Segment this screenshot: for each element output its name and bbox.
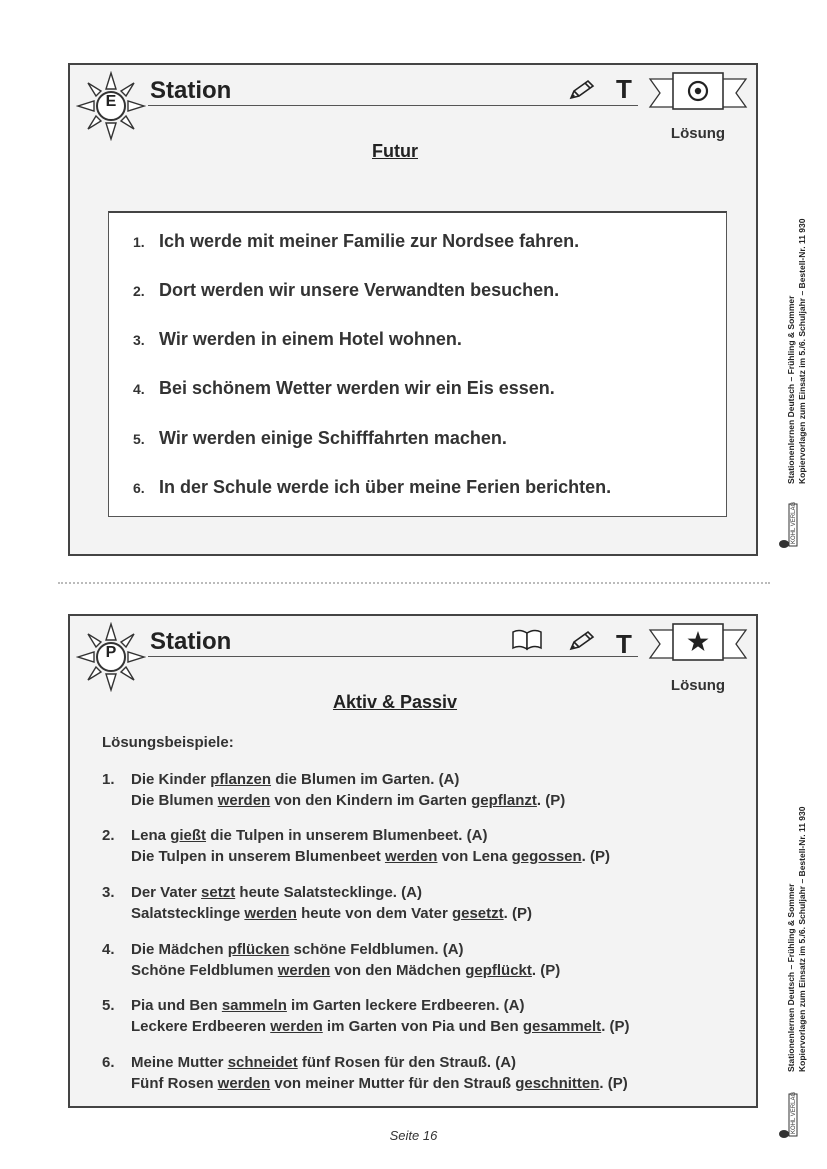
underlined-verb: werden xyxy=(277,962,331,979)
example-number: 4. xyxy=(102,941,115,958)
sentence-text: im Garten leckere Erdbeeren. (A) xyxy=(286,997,525,1014)
book-icon xyxy=(511,628,543,652)
underlined-verb: gesammelt xyxy=(522,1018,602,1035)
topic-title: Futur xyxy=(372,141,418,161)
sentence-item: 5. Wir werden einige Schifffahrten machen. xyxy=(133,428,507,448)
example-number: 1. xyxy=(102,771,115,788)
station-letter: E xyxy=(105,93,117,110)
station-card-futur xyxy=(68,63,758,556)
passive-sentence xyxy=(131,790,565,811)
underlined-verb: werden xyxy=(244,905,297,922)
active-sentence xyxy=(131,1052,628,1073)
sentence-text: Die Kinder xyxy=(131,771,211,788)
active-sentence xyxy=(131,939,560,960)
sentence-text: . (P) xyxy=(599,1075,628,1092)
sentence-text: von den Mädchen xyxy=(330,962,466,979)
underlined-verb: gepflanzt xyxy=(471,792,537,809)
publisher-logo-text: KOHL VERLAG xyxy=(791,501,797,544)
sentence-text: Salatstecklinge xyxy=(131,905,245,922)
sentence-text: im Garten von Pia und Ben xyxy=(322,1018,523,1035)
underlined-verb: werden xyxy=(384,848,438,865)
sentence-text: schöne Feldblumen. (A) xyxy=(289,941,464,958)
page-number: Seite 16 xyxy=(389,1128,438,1143)
sentence-item: 3. Wir werden in einem Hotel wohnen. xyxy=(133,329,462,349)
underlined-verb: gepflückt xyxy=(465,962,532,979)
sidebar-text-line2: Kopiervorlagen zum Einsatz im 5./6. Schuljahr – Bestell-Nr. 11 930 xyxy=(797,218,807,484)
sentence-text: Lena xyxy=(131,827,171,844)
publisher-logo-text: KOHL VERLAG xyxy=(791,1091,797,1134)
solution-ribbon-icon xyxy=(648,622,748,664)
sentence-text: . (P) xyxy=(601,1018,630,1035)
example-number: 5. xyxy=(102,997,115,1014)
sentence-text: heute von dem Vater xyxy=(296,905,452,922)
sentence-text: Leckere Erdbeeren xyxy=(131,1018,271,1035)
sentence-text: die Blumen im Garten. (A) xyxy=(271,771,460,788)
sentence-text: von den Kindern im Garten xyxy=(270,792,472,809)
sentence-text: Die Tulpen in unserem Blumenbeet xyxy=(131,848,385,865)
solution-label: Lösung xyxy=(670,677,726,694)
passive-sentence xyxy=(131,846,610,867)
example-number: 3. xyxy=(102,884,115,901)
active-sentence xyxy=(131,825,610,846)
sentence-text: Meine Mutter xyxy=(131,1054,228,1071)
sentence-text: Die Mädchen xyxy=(131,941,228,958)
sentence-text: Fünf Rosen xyxy=(131,1075,218,1092)
underlined-verb: gießt xyxy=(170,827,207,844)
passive-sentence xyxy=(131,1016,630,1037)
underlined-verb: sammeln xyxy=(221,997,287,1014)
station-title: Station xyxy=(150,77,232,104)
underlined-verb: werden xyxy=(217,1075,271,1092)
active-sentence xyxy=(131,769,565,790)
sentence-text: von Lena xyxy=(437,848,512,865)
underlined-verb: pflücken xyxy=(227,941,290,958)
solution-label: Lösung xyxy=(670,125,726,142)
sidebar-text-line1: Stationenlernen Deutsch – Frühling & Sommer xyxy=(786,295,796,484)
underlined-verb: schneidet xyxy=(227,1054,298,1071)
sentence-text: heute Salatstecklinge. (A) xyxy=(235,884,422,901)
sentence-item: 4. Bei schönem Wetter werden wir ein Eis essen. xyxy=(133,378,555,398)
title-underline xyxy=(148,105,638,106)
underlined-verb: gegossen xyxy=(511,848,582,865)
station-card-aktiv-passiv xyxy=(68,614,758,1108)
active-sentence xyxy=(131,882,532,903)
sidebar-text-line2: Kopiervorlagen zum Einsatz im 5./6. Schuljahr – Bestell-Nr. 11 930 xyxy=(797,806,807,1072)
cut-line-divider xyxy=(58,582,770,584)
text-task-icon: T xyxy=(616,629,632,659)
underlined-verb: gesetzt xyxy=(451,905,504,922)
sentence-text: Die Blumen xyxy=(131,792,218,809)
sentence-item: 6. In der Schule werde ich über meine Ferien berichten. xyxy=(133,477,612,497)
passive-sentence xyxy=(131,903,532,924)
title-underline xyxy=(148,656,638,657)
underlined-verb: werden xyxy=(217,792,271,809)
pencil-icon xyxy=(568,630,596,652)
example-number: 6. xyxy=(102,1054,115,1071)
sentence-text: von meiner Mutter für den Strauß xyxy=(270,1075,516,1092)
underlined-verb: werden xyxy=(270,1018,323,1035)
example-number: 2. xyxy=(102,827,115,844)
passive-sentence xyxy=(131,1073,628,1094)
sentence-text: . (P) xyxy=(536,792,566,809)
sentence-text: . (P) xyxy=(581,848,611,865)
sentence-text: fünf Rosen für den Strauß. (A) xyxy=(297,1054,517,1071)
sentence-text: Pia und Ben xyxy=(131,997,222,1014)
underlined-verb: pflanzen xyxy=(210,771,272,788)
text-task-icon: T xyxy=(616,74,632,104)
sentence-item: 2. Dort werden wir unsere Verwandten besuchen. xyxy=(133,280,560,300)
sentence-text: . (P) xyxy=(531,962,561,979)
pencil-icon xyxy=(568,79,596,101)
topic-title: Aktiv & Passiv xyxy=(332,692,458,712)
solution-examples-heading: Lösungsbeispiele: xyxy=(102,734,234,751)
solution-ribbon-icon xyxy=(648,71,748,113)
active-sentence xyxy=(131,995,630,1016)
passive-sentence xyxy=(131,960,560,981)
sentence-text: Der Vater xyxy=(131,884,202,901)
sentence-text: Schöne Feldblumen xyxy=(131,962,278,979)
sentence-box xyxy=(108,211,727,517)
sidebar-text-line1: Stationenlernen Deutsch – Frühling & Sommer xyxy=(786,883,796,1072)
station-title: Station xyxy=(150,628,232,655)
sentence-text: . (P) xyxy=(503,905,532,922)
publisher-logo-icon xyxy=(778,500,798,550)
underlined-verb: geschnitten xyxy=(515,1075,600,1092)
station-letter: P xyxy=(105,644,117,661)
underlined-verb: setzt xyxy=(201,884,236,901)
sentence-item: 1. Ich werde mit meiner Familie zur Nordsee fahren. xyxy=(133,231,580,251)
sentence-text: die Tulpen in unserem Blumenbeet. (A) xyxy=(206,827,488,844)
